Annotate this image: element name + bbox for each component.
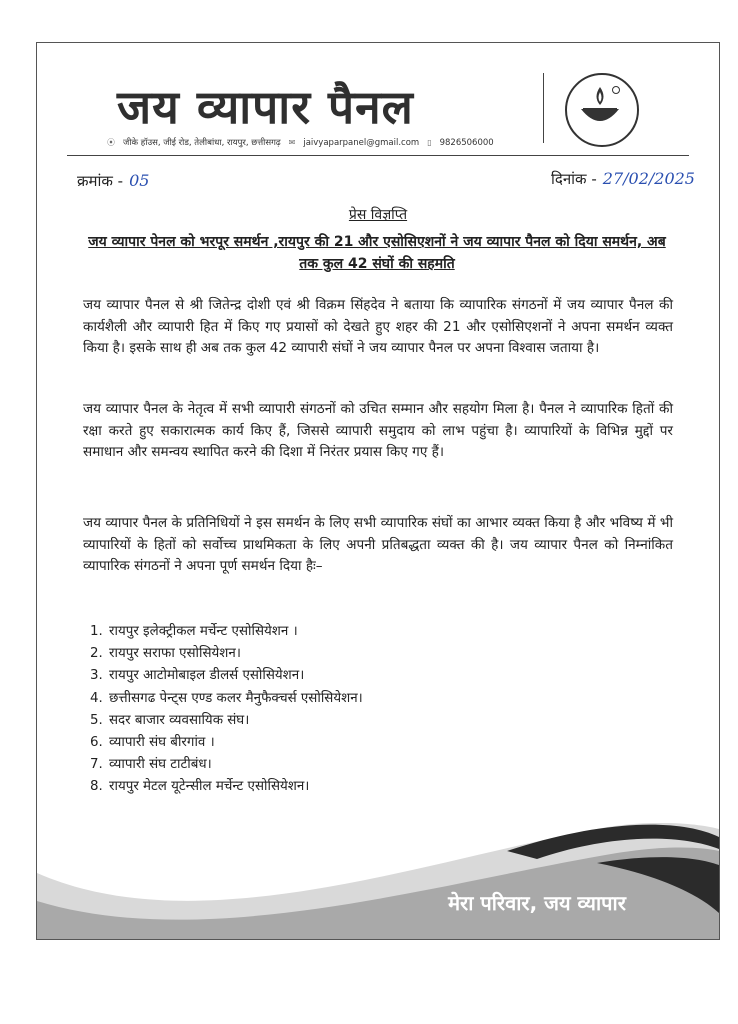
header-divider bbox=[543, 73, 544, 143]
phone-icon: ▯ bbox=[427, 138, 432, 147]
location-icon: ⦿ bbox=[107, 138, 115, 147]
letterhead-title: जय व्यापार पैनल bbox=[117, 80, 414, 134]
reference-value: 05 bbox=[129, 171, 150, 190]
header-rule bbox=[67, 155, 689, 156]
list-item: 4. छत्तीसगढ पेन्ट्स एण्ड कलर मैनुफैक्चर्स एसोसियेशन। bbox=[107, 688, 363, 710]
paragraph-3: जय व्यापार पैनल के प्रतिनिधियों ने इस समर्थन के लिए सभी व्यापारिक संघों का आभार व्यक्त किया है और भविष्य में भी व्यापारियों के हितों को सर्वोच्च प्राथमिकता के लिए अपनी प्रतिबद्धता व्यक्त की है। जय व्यापार पैनल को निम्नांकित व्यापारिक संगठनों ने अपना पूर्ण समर्थन दिया हैः– bbox=[83, 515, 673, 574]
list-item: 3. रायपुर आटोमोबाइल डीलर्स एसोसियेशन। bbox=[107, 665, 363, 687]
contact-line bbox=[107, 137, 557, 148]
address: जीके हॉउस, जीई रोड, तेलीबांधा, रायपुर, छत्तीसगढ़ bbox=[123, 138, 281, 148]
list-item: 7. व्यापारी संघ टाटीबंध। bbox=[107, 754, 363, 776]
reference-number: क्रमांक - 05 bbox=[77, 171, 150, 190]
list-item: 6. व्यापारी संघ बीरगांव । bbox=[107, 732, 363, 754]
phone: 9826506000 bbox=[439, 137, 494, 148]
list-item: 2. रायपुर सराफा एसोसियेशन। bbox=[107, 643, 363, 665]
slogan: मेरा परिवार, जय व्यापार bbox=[448, 891, 626, 915]
organization-list bbox=[89, 621, 363, 799]
list-item: 5. सदर बाजार व्यवसायिक संघ। bbox=[107, 710, 363, 732]
email: jaivyaparpanel@gmail.com bbox=[303, 137, 420, 148]
paragraph-2: जय व्यापार पैनल के नेतृत्व में सभी व्यापारी संगठनों को उचित सम्मान और सहयोग मिला है। पैनल ने व्यापारिक हितों की रक्षा करते हुए सकारात्मक कार्य किए हैं, जिससे व्यापारी समुदाय को लाभ पहुंचा है। व्यापारियों के विभिन्न मुद्दों पर समाधान और समन्वय स्थापित करने की दिशा में निरंतर प्रयास किए गए हैं। bbox=[83, 401, 673, 460]
diya-logo-icon bbox=[565, 73, 639, 147]
date-value: 27/02/2025 bbox=[602, 169, 695, 188]
date: दिनांक - 27/02/2025 bbox=[551, 169, 695, 188]
headline: जय व्यापार पेनल को भरपूर समर्थन ,रायपुर की 21 और एसोसिएशनों ने जय व्यापार पैनल को दिया समर्थन, अब तक कुल 42 संघों की सहमति bbox=[88, 234, 666, 272]
press-release-label: प्रेस विज्ञप्ति bbox=[348, 207, 408, 223]
letter-page bbox=[36, 42, 720, 940]
list-item: 8. रायपुर मेटल यूटेन्सील मर्चेन्ट एसोसियेशन। bbox=[107, 776, 363, 798]
footer-wave-decoration bbox=[37, 823, 719, 939]
paragraph-1: जय व्यापार पैनल से श्री जितेन्द्र दोशी एवं श्री विक्रम सिंहदेव ने बताया कि व्यापारिक संगठनों में जय व्यापार पैनल की कार्यशैली और व्यापारी हित में किए गए प्रयासों को देखते हुए शहर की 21 और एसोसिएशनों ने अपना समर्थन व्यक्त किया है। इसके साथ ही अब तक कुल 42 व्यापारी संघों ने जय व्यापार पैनल पर अपना विश्वास जताया है। bbox=[83, 297, 673, 356]
list-item: 1. रायपुर इलेक्ट्रीकल मर्चेन्ट एसोसियेशन । bbox=[107, 621, 363, 643]
email-icon: ✉ bbox=[288, 138, 296, 147]
